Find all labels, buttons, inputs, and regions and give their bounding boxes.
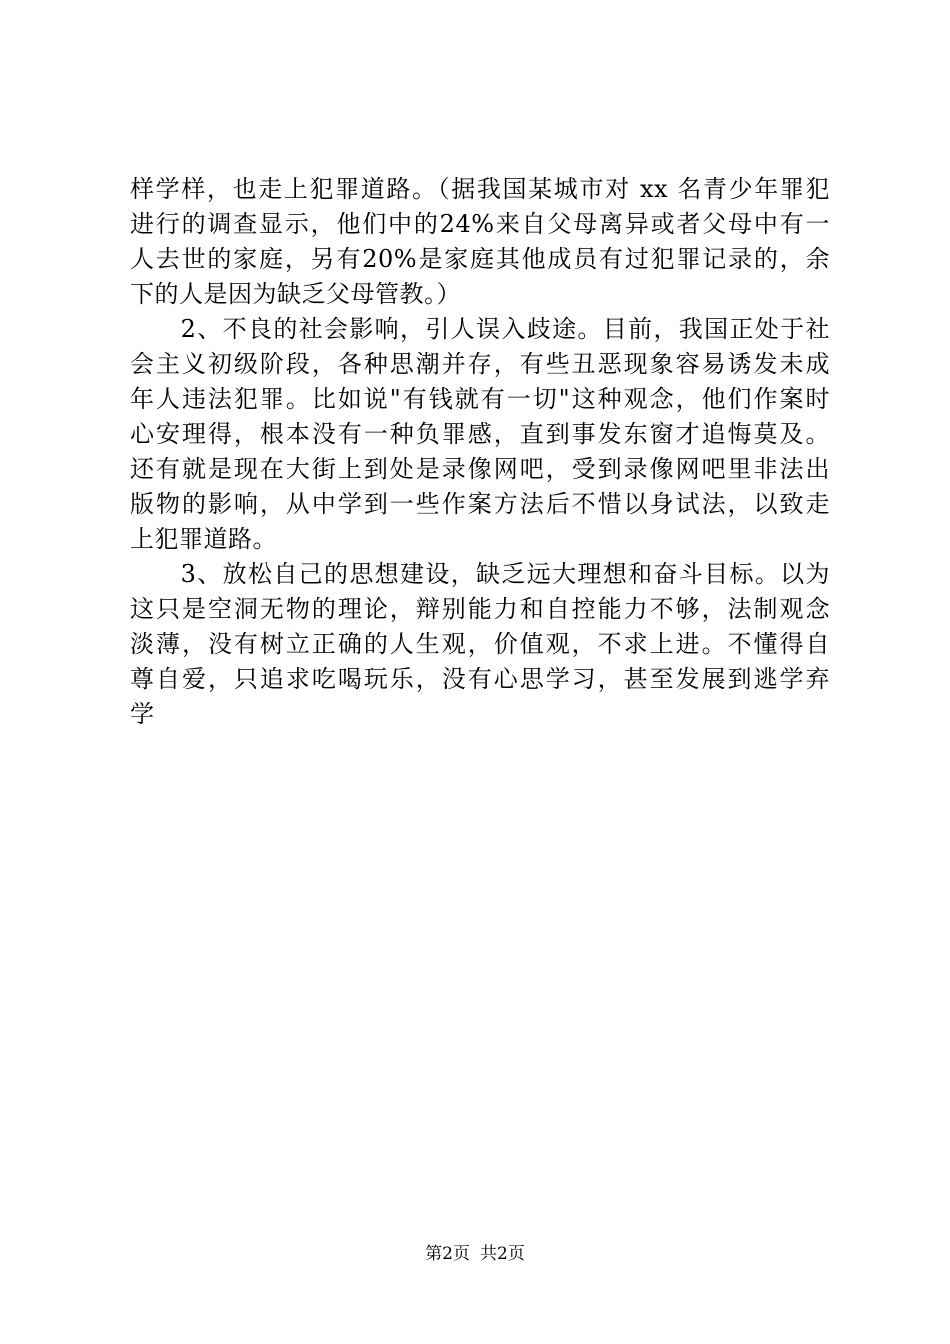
text-line: 样学样，也走上犯罪道路。（据我国某城市对 xx 名青少年罪犯 <box>130 175 830 203</box>
text-line: 会主义初级阶段，各种思潮并存，有些丑恶现象容易诱发未成 <box>130 350 830 378</box>
text-line: 还有就是现在大街上到处是录像网吧，受到录像网吧里非法出 <box>130 455 830 483</box>
text-line: 版物的影响，从中学到一些作案方法后不惜以身试法，以致走 <box>130 490 830 518</box>
text-line: 进行的调查显示，他们中的24%来自父母离异或者父母中有一 <box>130 210 830 238</box>
text-line: 下的人是因为缺乏父母管教。） <box>130 280 461 308</box>
page-total: 共2页 <box>480 1244 525 1264</box>
text-line: 年人违法犯罪。比如说"有钱就有一切"这种观念，他们作案时 <box>130 385 830 413</box>
page-number: 第2页 <box>425 1244 470 1264</box>
page-footer <box>0 1244 950 1264</box>
text-line: 尊自爱，只追求吃喝玩乐，没有心思学习，甚至发展到逃学弃 <box>130 665 830 693</box>
text-line: 3、放松自己的思想建设，缺乏远大理想和奋斗目标。以为 <box>130 560 830 588</box>
text-line: 这只是空洞无物的理论，辩别能力和自控能力不够，法制观念 <box>130 595 830 623</box>
text-line: 学 <box>130 700 155 728</box>
document-body <box>130 172 830 732</box>
text-line: 淡薄，没有树立正确的人生观，价值观，不求上进。不懂得自 <box>130 630 830 658</box>
text-line: 心安理得，根本没有一种负罪感，直到事发东窗才追悔莫及。 <box>130 420 830 448</box>
text-line: 人去世的家庭，另有20%是家庭其他成员有过犯罪记录的，余 <box>130 245 830 273</box>
text-line: 2、不良的社会影响，引人误入歧途。目前，我国正处于社 <box>130 315 830 343</box>
text-line: 上犯罪道路。 <box>130 525 277 553</box>
